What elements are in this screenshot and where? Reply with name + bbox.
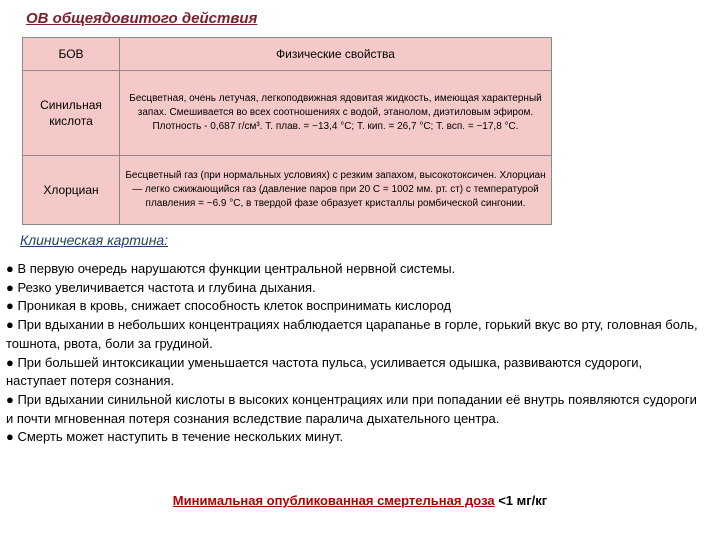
lethal-dose-label: Минимальная опубликованная смертельная доза (172, 493, 495, 508)
list-item: ● При вдыхании синильной кислоты в высоких концентрациях или при попадании её внутрь появляются судороги и почти мгновенная потеря сознания вследствие паралича дыхательного центра. (6, 391, 697, 426)
agent-name: Хлорциан (23, 156, 120, 225)
list-item: ● Резко увеличивается частота и глубина дыхания. (6, 279, 316, 295)
header-physical-properties: Физические свойства (120, 38, 552, 71)
table-row (23, 156, 552, 225)
clinical-list (6, 260, 706, 447)
table-header-row (23, 38, 552, 71)
table-row (23, 71, 552, 156)
list-item: ● При большей интоксикации уменьшается частота пульса, усиливается одышка, развиваются судороги, наступает потеря сознания. (6, 354, 643, 389)
list-item: ● При вдыхании в небольших концентрациях наблюдается царапанье в горле, горький вкус во рту, головная боль, тошнота, рвота, боли за грудиной. (6, 317, 698, 351)
list-item: ● В первую очередь нарушаются функции центральной нервной системы. (6, 261, 456, 276)
properties-table (22, 37, 552, 225)
list-item: ● Проникая в кровь, снижает способность клеток воспринимать кислород (6, 298, 452, 314)
list-item: ● Смерть может наступить в течение нескольких минут. (6, 429, 344, 445)
agent-name: Синильная кислота (23, 71, 120, 156)
agent-properties: Бесцветная, очень летучая, легкоподвижная ядовитая жидкость, имеющая характерный запах. Смешивается во всех соотношениях с водой, этанолом, диэтиловым эфиром. Плотность - 0,687 г/см³. Т. плав. = −13,4 °C; Т. кип. = 26,7 °C; Т. всп. = −17,8 °C. (120, 71, 552, 156)
page-title: ОВ общеядовитого действия (26, 10, 258, 27)
clinical-heading: Клиническая картина: (20, 232, 169, 248)
lethal-dose-value: <1 мг/кг (498, 493, 548, 508)
header-bov: БОВ (23, 38, 120, 71)
agent-properties: Бесцветный газ (при нормальных условиях) с резким запахом, высокотоксичен. Хлорциан — легко сжижающийся газ (давление паров при 20 C = 1002 мм. рт. ст) с температурой плавления = −6.9 °C, в твердой фазе образует кристаллы ромбической сингонии. (120, 156, 552, 225)
lethal-dose-line (0, 493, 720, 508)
